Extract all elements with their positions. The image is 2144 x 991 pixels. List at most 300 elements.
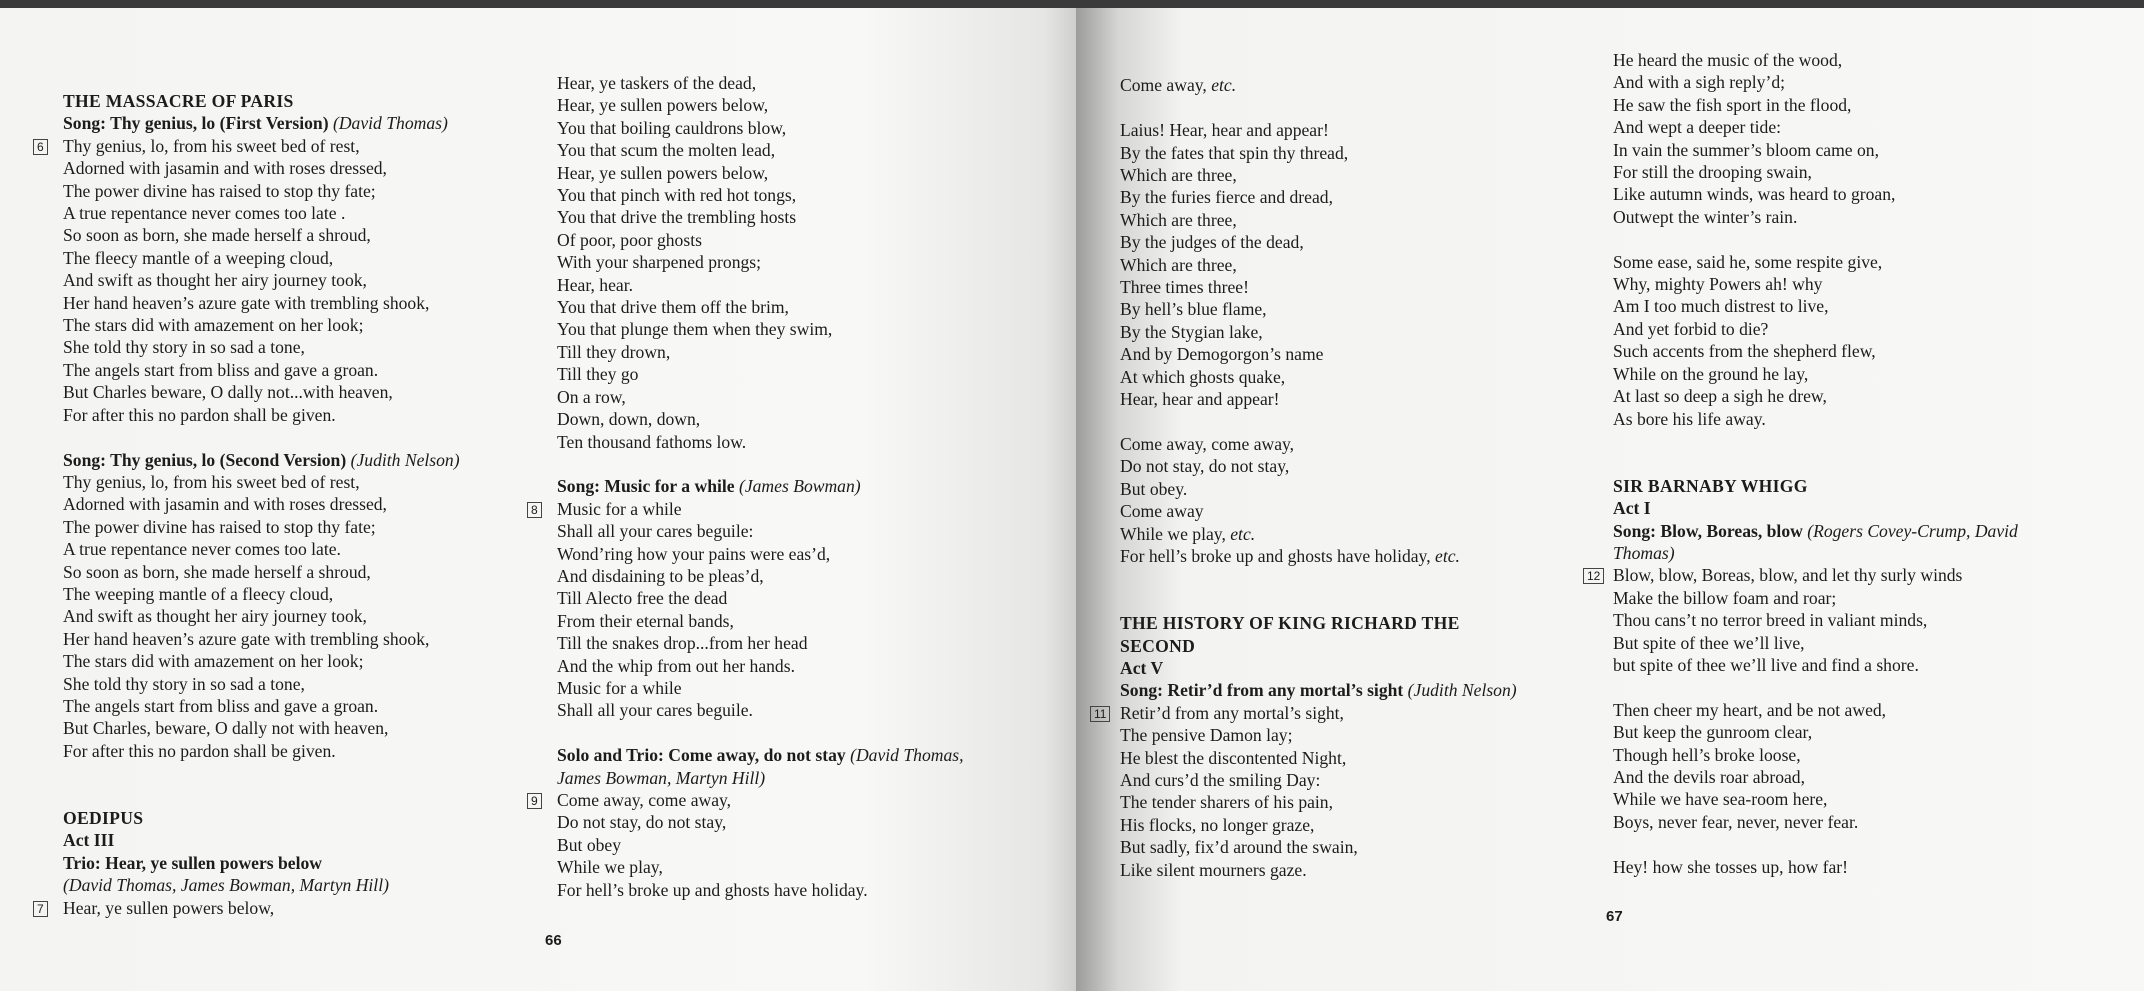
- line-text: Though hell’s broke loose,: [1613, 744, 1801, 765]
- text-line: [1120, 747, 1517, 769]
- text-line: [1613, 833, 2018, 855]
- text-line: [1613, 49, 2018, 71]
- text-line: [1120, 769, 1517, 791]
- text-line: [557, 94, 964, 116]
- line-text: Solo and Trio: Come away, do not stay: [557, 745, 851, 766]
- line-text: But spite of thee we’ll live,: [1613, 632, 1805, 653]
- line-text: His flocks, no longer graze,: [1120, 814, 1315, 835]
- text-line: [1120, 657, 1517, 679]
- text-line: [1120, 321, 1517, 343]
- text-line: [557, 543, 964, 565]
- text-line: [1613, 251, 2018, 273]
- text-line: [63, 157, 460, 179]
- text-line: [557, 274, 964, 296]
- line-text: But Charles, beware, O dally not with heaven,: [63, 718, 389, 739]
- line-text: Which are three,: [1120, 165, 1237, 186]
- performer-credit: etc.: [1230, 523, 1256, 544]
- line-text: Shall all your cares beguile.: [557, 700, 753, 721]
- text-line: [1120, 142, 1517, 164]
- text-line: [557, 117, 964, 139]
- text-line: [1120, 433, 1517, 455]
- text-line: [1613, 295, 2018, 317]
- text-line: [1120, 254, 1517, 276]
- text-line: [1120, 836, 1517, 858]
- line-text: Trio: Hear, ye sullen powers below: [63, 852, 322, 873]
- text-line: [557, 632, 964, 654]
- line-text: Song: Blow, Boreas, blow: [1613, 520, 1808, 541]
- text-line: [1120, 52, 1517, 74]
- line-text: But obey.: [1120, 478, 1188, 499]
- line-text: Ten thousand fathoms low.: [557, 431, 747, 452]
- line-text: By the judges of the dead,: [1120, 232, 1304, 253]
- text-line: [1120, 164, 1517, 186]
- line-text: While we play,: [1120, 523, 1231, 544]
- line-text: And yet forbid to die?: [1613, 318, 1769, 339]
- left-page: [0, 8, 1076, 991]
- text-line: [1613, 94, 2018, 116]
- text-line: [1120, 74, 1517, 96]
- text-line: [63, 762, 460, 784]
- line-text: Then cheer my heart, and be not awed,: [1613, 699, 1887, 720]
- right-page-column-1: [1094, 52, 1517, 881]
- right-page: [1076, 8, 2144, 991]
- text-line: [1613, 452, 2018, 474]
- line-text: And the whip from out her hands.: [557, 655, 795, 676]
- line-text: He saw the fish sport in the flood,: [1613, 94, 1852, 115]
- line-text: Of poor, poor ghosts: [557, 229, 702, 250]
- line-text: In vain the summer’s bloom came on,: [1613, 139, 1879, 160]
- text-line: [63, 381, 460, 403]
- line-text: Come away,: [1120, 75, 1212, 96]
- line-text: Retir’d from any mortal’s sight,: [1120, 702, 1344, 723]
- text-line: [531, 498, 964, 520]
- line-text: SIR BARNABY WHIGG: [1613, 475, 1808, 496]
- text-line: [1120, 97, 1517, 119]
- line-text: And with a sigh reply’d;: [1613, 72, 1786, 93]
- left-page-column-2: [531, 72, 964, 901]
- line-text: Hear, ye taskers of the dead,: [557, 73, 757, 93]
- track-number-badge: 7: [33, 901, 48, 917]
- left-page-column-1: [37, 90, 460, 919]
- line-text: At last so deep a sigh he drew,: [1613, 386, 1827, 407]
- text-line: [63, 471, 460, 493]
- line-text: SECOND: [1120, 635, 1196, 656]
- text-line: [557, 475, 964, 497]
- text-line: [37, 897, 460, 919]
- text-line: [1120, 523, 1517, 545]
- text-line: [1120, 859, 1517, 881]
- line-text: By hell’s blue flame,: [1120, 299, 1267, 320]
- line-text: Come away, come away,: [557, 790, 732, 810]
- line-text: Song: Thy genius, lo (First Version): [63, 113, 333, 134]
- text-line: [1613, 744, 2018, 766]
- text-line: [1613, 228, 2018, 250]
- line-text: You that boiling cauldrons blow,: [557, 117, 787, 138]
- text-line: [557, 834, 964, 856]
- text-line: [63, 740, 460, 762]
- text-line: [557, 453, 964, 475]
- line-text: Her hand heaven’s azure gate with trembling shook,: [63, 292, 430, 313]
- line-text: Hey! how she tosses up, how far!: [1613, 856, 1849, 877]
- line-text: Which are three,: [1120, 209, 1237, 230]
- text-line: [557, 811, 964, 833]
- line-text: THE HISTORY OF KING RICHARD THE: [1120, 613, 1460, 634]
- text-line: [531, 789, 964, 811]
- line-text: Some ease, said he, some respite give,: [1613, 251, 1883, 272]
- text-line: [1613, 116, 2018, 138]
- line-text: Act I: [1613, 498, 1651, 519]
- text-line: [557, 296, 964, 318]
- performer-credit: (David Thomas, James Bowman, Martyn Hill): [63, 875, 389, 896]
- text-line: [1120, 635, 1517, 657]
- text-line: [63, 292, 460, 314]
- line-text: And by Demogorgon’s name: [1120, 344, 1324, 365]
- line-text: Do not stay, do not stay,: [557, 812, 727, 833]
- text-line: [63, 449, 460, 471]
- line-text: Music for a while: [557, 677, 682, 698]
- page-number-left: 66: [545, 932, 562, 949]
- performer-credit: (David Thomas): [332, 113, 448, 134]
- line-text: Hear, ye sullen powers below,: [557, 162, 769, 183]
- performer-credit: (Judith Nelson): [1407, 680, 1517, 701]
- text-line: [1120, 791, 1517, 813]
- text-line: [1613, 587, 2018, 609]
- text-line: [557, 879, 964, 901]
- text-line: [1120, 545, 1517, 567]
- line-text: By the Stygian lake,: [1120, 321, 1263, 342]
- text-line: [557, 341, 964, 363]
- line-text: But keep the gunroom clear,: [1613, 722, 1813, 743]
- line-text: THE MASSACRE OF PARIS: [63, 91, 294, 111]
- line-text: Song: Thy genius, lo (Second Version): [63, 449, 351, 470]
- line-text: You that plunge them when they swim,: [557, 319, 833, 340]
- line-text: Thou cans’t no terror breed in valiant minds,: [1613, 610, 1928, 631]
- line-text: Why, mighty Powers ah! why: [1613, 274, 1823, 295]
- line-text: And the devils roar abroad,: [1613, 767, 1806, 787]
- text-line: [557, 744, 964, 766]
- text-line: [37, 135, 460, 157]
- line-text: Blow, blow, Boreas, blow, and let thy surly winds: [1613, 565, 1963, 586]
- line-text: Outwept the winter’s rain.: [1613, 206, 1798, 227]
- text-line: [1613, 318, 2018, 340]
- line-text: Hear, hear.: [557, 274, 633, 295]
- text-line: [557, 184, 964, 206]
- line-text: Am I too much distrest to live,: [1613, 296, 1829, 317]
- line-text: Act III: [63, 830, 115, 851]
- text-line: [1613, 430, 2018, 452]
- line-text: Hear, ye sullen powers below,: [557, 95, 769, 116]
- right-page-column-2: [1587, 49, 2018, 878]
- text-line: [63, 561, 460, 583]
- text-line: [1613, 475, 2018, 497]
- text-line: [557, 677, 964, 699]
- text-line: [1613, 408, 2018, 430]
- text-line: [557, 408, 964, 430]
- text-line: [1613, 71, 2018, 93]
- text-line: [63, 717, 460, 739]
- text-line: [63, 785, 460, 807]
- text-line: [1613, 766, 2018, 788]
- text-line: [1120, 343, 1517, 365]
- text-line: [1613, 363, 2018, 385]
- line-text: The fleecy mantle of a weeping cloud,: [63, 247, 334, 268]
- text-line: [1120, 366, 1517, 388]
- performer-credit: (Judith Nelson): [350, 449, 460, 470]
- line-text: So soon as born, she made herself a shroud,: [63, 561, 371, 582]
- line-text: She told thy story in so sad a tone,: [63, 337, 305, 358]
- line-text: By the furies fierce and dread,: [1120, 187, 1333, 208]
- text-line: [557, 520, 964, 542]
- text-line: [1613, 811, 2018, 833]
- text-line: [1613, 721, 2018, 743]
- line-text: Come away, come away,: [1120, 433, 1295, 454]
- text-line: [63, 516, 460, 538]
- line-text: Down, down, down,: [557, 409, 701, 430]
- line-text: Till they go: [557, 364, 639, 385]
- line-text: Act V: [1120, 657, 1164, 678]
- line-text: But obey: [557, 834, 622, 855]
- line-text: While we have sea-room here,: [1613, 789, 1828, 810]
- line-text: A true repentance never comes too late.: [63, 539, 341, 560]
- text-line: [63, 673, 460, 695]
- line-text: Wond’ring how your pains were eas’d,: [557, 543, 831, 564]
- text-line: [1613, 856, 2018, 878]
- track-number-badge: 9: [527, 793, 542, 809]
- line-text: Hear, ye sullen powers below,: [63, 897, 275, 918]
- text-line: [63, 247, 460, 269]
- performer-credit: etc.: [1435, 545, 1460, 566]
- line-text: The tender sharers of his pain,: [1120, 792, 1334, 813]
- text-line: [1613, 520, 2018, 542]
- text-line: [63, 314, 460, 336]
- text-line: [1613, 788, 2018, 810]
- text-line: [557, 587, 964, 609]
- text-line: [1120, 478, 1517, 500]
- text-line: [1613, 273, 2018, 295]
- text-line: [63, 538, 460, 560]
- line-text: Come away: [1120, 501, 1204, 522]
- text-line: [1120, 276, 1517, 298]
- text-line: [557, 162, 964, 184]
- line-text: For after this no pardon shall be given.: [63, 740, 336, 761]
- text-line: [63, 336, 460, 358]
- line-text: On a row,: [557, 386, 626, 407]
- line-text: From their eternal bands,: [557, 610, 734, 631]
- text-line: [1120, 119, 1517, 141]
- text-line: [557, 206, 964, 228]
- line-text: Which are three,: [1120, 254, 1237, 275]
- text-line: [557, 72, 964, 94]
- line-text: Thy genius, lo, from his sweet bed of rest,: [63, 471, 360, 492]
- text-line: [557, 139, 964, 161]
- text-line: [63, 90, 460, 112]
- line-text: Such accents from the shepherd flew,: [1613, 341, 1876, 362]
- line-text: The power divine has raised to stop thy fate;: [63, 516, 376, 537]
- line-text: Three times three!: [1120, 277, 1249, 298]
- text-line: [1094, 702, 1517, 724]
- line-text: And wept a deeper tide:: [1613, 117, 1782, 138]
- text-line: [557, 565, 964, 587]
- line-text: You that scum the molten lead,: [557, 140, 776, 161]
- text-line: [557, 229, 964, 251]
- text-line: [1613, 161, 2018, 183]
- text-line: [1120, 455, 1517, 477]
- line-text: Laius! Hear, hear and appear!: [1120, 120, 1329, 141]
- line-text: He heard the music of the wood,: [1613, 50, 1843, 70]
- line-text: By the fates that spin thy thread,: [1120, 142, 1349, 163]
- text-line: [1120, 298, 1517, 320]
- line-text: And disdaining to be pleas’d,: [557, 565, 764, 586]
- text-line: [63, 426, 460, 448]
- line-text: A true repentance never comes too late .: [63, 203, 346, 224]
- text-line: [63, 404, 460, 426]
- text-line: [1120, 679, 1517, 701]
- line-text: While on the ground he lay,: [1613, 363, 1809, 384]
- text-line: [1120, 567, 1517, 589]
- line-text: Hear, hear and appear!: [1120, 389, 1280, 410]
- text-line: [1613, 654, 2018, 676]
- line-text: And swift as thought her airy journey took,: [63, 606, 367, 627]
- line-text: OEDIPUS: [63, 808, 144, 828]
- line-text: He blest the discontented Night,: [1120, 747, 1347, 768]
- performer-credit: (James Bowman): [738, 476, 861, 497]
- text-line: [63, 874, 460, 896]
- text-line: [1613, 206, 2018, 228]
- text-line: [63, 695, 460, 717]
- text-line: [557, 386, 964, 408]
- line-text: Her hand heaven’s azure gate with trembling shook,: [63, 628, 430, 649]
- text-line: [557, 856, 964, 878]
- text-line: [63, 202, 460, 224]
- text-line: [63, 224, 460, 246]
- text-line: [557, 767, 964, 789]
- text-line: [63, 359, 460, 381]
- line-text: Till Alecto free the dead: [557, 588, 728, 609]
- line-text: Make the billow foam and roar;: [1613, 587, 1837, 608]
- text-line: [1613, 385, 2018, 407]
- performer-credit: Thomas): [1613, 542, 1675, 563]
- line-text: The pensive Damon lay;: [1120, 725, 1293, 746]
- text-line: [1120, 231, 1517, 253]
- line-text: Like autumn winds, was heard to groan,: [1613, 184, 1896, 205]
- text-line: [557, 251, 964, 273]
- text-line: [1120, 612, 1517, 634]
- line-text: The stars did with amazement on her look;: [63, 315, 364, 336]
- line-text: At which ghosts quake,: [1120, 366, 1286, 387]
- text-line: [63, 650, 460, 672]
- performer-credit: (Rogers Covey-Crump, David: [1807, 520, 2018, 541]
- line-text: While we play,: [557, 857, 663, 878]
- text-line: [557, 431, 964, 453]
- text-line: [1120, 209, 1517, 231]
- line-text: So soon as born, she made herself a shroud,: [63, 225, 371, 246]
- text-line: [1613, 632, 2018, 654]
- line-text: Do not stay, do not stay,: [1120, 456, 1290, 477]
- page-number-right: 67: [1606, 908, 1623, 925]
- line-text: And curs’d the smiling Day:: [1120, 770, 1321, 790]
- line-text: And swift as thought her airy journey took,: [63, 270, 367, 291]
- line-text: You that drive them off the brim,: [557, 297, 789, 318]
- line-text: Boys, never fear, never, never fear.: [1613, 811, 1859, 832]
- text-line: [1613, 183, 2018, 205]
- line-text: Thy genius, lo, from his sweet bed of rest,: [63, 135, 360, 156]
- text-line: [63, 493, 460, 515]
- text-line: [1120, 500, 1517, 522]
- text-line: [1120, 590, 1517, 612]
- line-text: But sadly, fix’d around the swain,: [1120, 837, 1358, 858]
- track-number-badge: 8: [527, 502, 542, 518]
- line-text: For after this no pardon shall be given.: [63, 404, 336, 425]
- line-text: Till they drown,: [557, 341, 671, 362]
- performer-credit: etc.: [1211, 75, 1237, 96]
- line-text: The stars did with amazement on her look;: [63, 651, 364, 672]
- text-line: [63, 628, 460, 650]
- text-line: [63, 852, 460, 874]
- line-text: For hell’s broke up and ghosts have holiday,: [1120, 545, 1436, 566]
- line-text: Shall all your cares beguile:: [557, 521, 754, 542]
- text-line: [557, 699, 964, 721]
- line-text: She told thy story in so sad a tone,: [63, 673, 305, 694]
- text-line: [1613, 497, 2018, 519]
- text-line: [63, 583, 460, 605]
- line-text: The weeping mantle of a fleecy cloud,: [63, 583, 334, 604]
- text-line: [1613, 340, 2018, 362]
- text-line: [557, 722, 964, 744]
- text-line: [63, 807, 460, 829]
- text-line: [1120, 724, 1517, 746]
- line-text: Like silent mourners gaze.: [1120, 859, 1307, 880]
- line-text: The angels start from bliss and gave a groan.: [63, 359, 379, 380]
- line-text: As bore his life away.: [1613, 408, 1766, 429]
- text-line: [1120, 814, 1517, 836]
- line-text: For hell’s broke up and ghosts have holiday.: [557, 879, 868, 900]
- text-line: [1587, 564, 2018, 586]
- text-line: [1613, 699, 2018, 721]
- text-line: [1613, 609, 2018, 631]
- line-text: With your sharpened prongs;: [557, 252, 762, 273]
- line-text: Song: Retir’d from any mortal’s sight: [1120, 680, 1408, 701]
- line-text: The power divine has raised to stop thy fate;: [63, 180, 376, 201]
- track-number-badge: 11: [1090, 706, 1110, 722]
- text-line: [1613, 542, 2018, 564]
- track-number-badge: 6: [33, 139, 48, 155]
- line-text: For still the drooping swain,: [1613, 162, 1812, 183]
- text-line: [1120, 411, 1517, 433]
- text-line: [1613, 139, 2018, 161]
- text-line: [1120, 186, 1517, 208]
- text-line: [557, 610, 964, 632]
- performer-credit: (David Thomas,: [850, 745, 964, 766]
- text-line: [557, 363, 964, 385]
- line-text: You that pinch with red hot tongs,: [557, 185, 797, 206]
- line-text: The angels start from bliss and gave a groan.: [63, 695, 379, 716]
- line-text: Adorned with jasamin and with roses dressed,: [63, 494, 387, 515]
- text-line: [557, 318, 964, 340]
- text-line: [63, 829, 460, 851]
- text-line: [557, 655, 964, 677]
- text-line: [63, 112, 460, 134]
- text-line: [1613, 676, 2018, 698]
- line-text: Till the snakes drop...from her head: [557, 633, 808, 654]
- text-line: [1120, 388, 1517, 410]
- line-text: You that drive the trembling hosts: [557, 207, 797, 228]
- track-number-badge: 12: [1583, 568, 1604, 584]
- line-text: Music for a while: [557, 498, 682, 519]
- text-line: [63, 605, 460, 627]
- line-text: but spite of thee we’ll live and find a shore.: [1613, 654, 1919, 675]
- text-line: [63, 269, 460, 291]
- line-text: But Charles beware, O dally not...with heaven,: [63, 382, 393, 403]
